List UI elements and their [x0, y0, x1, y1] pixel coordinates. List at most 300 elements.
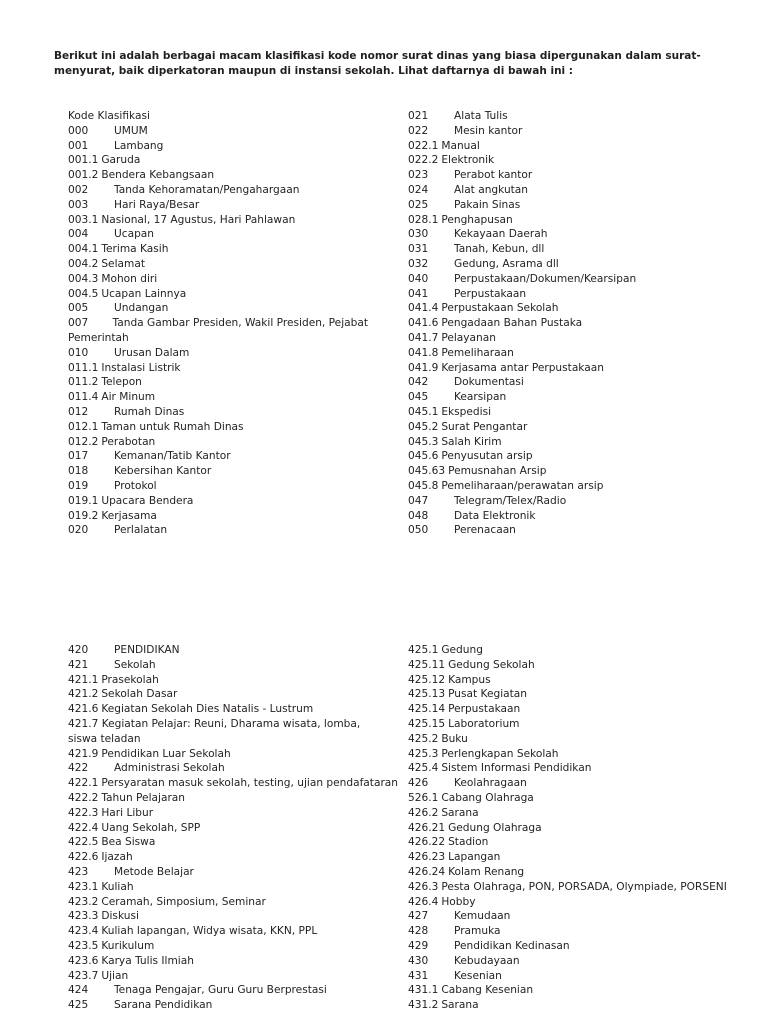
classification-code: 428: [408, 925, 429, 938]
classification-code: 423.2: [68, 895, 99, 908]
classification-code: 045.8: [408, 479, 439, 492]
classification-row: [408, 124, 728, 139]
classification-code: 422: [68, 762, 89, 775]
classification-label: Perabot kantor: [454, 169, 533, 182]
classification-code: 422.4: [68, 821, 99, 834]
classification-row: [408, 213, 728, 228]
classification-label: Urusan Dalam: [114, 346, 190, 359]
classification-label: Mesin kantor: [454, 124, 523, 137]
classification-row: [408, 509, 728, 524]
classification-code: 426: [408, 777, 429, 790]
classification-label: Prasekolah: [101, 673, 159, 686]
classification-label: Stadion: [448, 836, 489, 849]
classification-code: 045.6: [408, 450, 439, 463]
classification-code: 426.22: [408, 836, 446, 849]
classification-label: Elektronik: [441, 154, 495, 167]
classification-code: 011.4: [68, 391, 99, 404]
classification-code: 041.7: [408, 331, 439, 344]
classification-code: 421.2: [68, 688, 99, 701]
classification-row: [408, 954, 728, 969]
classification-label: Penyusutan arsip: [441, 450, 533, 463]
classification-column-2: [408, 109, 728, 538]
classification-row: [408, 969, 728, 984]
classification-code: 023: [408, 169, 429, 182]
classification-row: [408, 405, 728, 420]
classification-label: Laboratorium: [448, 717, 520, 730]
classification-label: Tenaga Pengajar, Guru Guru Berprestasi: [114, 984, 327, 997]
classification-row: [68, 198, 368, 213]
classification-row: [408, 242, 728, 257]
classification-label: Tanda Gambar Presiden, Wakil Presiden, Pejabat: [112, 317, 368, 330]
classification-code: 011.1: [68, 361, 99, 374]
classification-row: [68, 183, 368, 198]
classification-label: Data Elektronik: [454, 509, 536, 522]
classification-label: Penghapusan: [441, 213, 513, 226]
classification-code: 425.12: [408, 673, 446, 686]
classification-row: [68, 257, 368, 272]
classification-row: [408, 109, 728, 124]
classification-code: 004.1: [68, 243, 99, 256]
classification-code: 022.1: [408, 139, 439, 152]
classification-code: 431.2: [408, 999, 439, 1012]
classification-label: Upacara Bendera: [101, 494, 194, 507]
classification-label: Hari Libur: [101, 806, 154, 819]
classification-label: Sarana: [441, 806, 479, 819]
classification-row: [68, 983, 373, 998]
classification-row: [408, 717, 728, 732]
classification-label: Kemudaan: [454, 910, 511, 923]
classification-code: 004: [68, 228, 89, 241]
classification-label: Pakain Sinas: [454, 198, 521, 211]
classification-label: Alat angkutan: [454, 183, 529, 196]
classification-row: [408, 390, 728, 405]
classification-code: 011.2: [68, 376, 99, 389]
classification-code: 426.4: [408, 895, 439, 908]
classification-row: [408, 806, 728, 821]
classification-row: [408, 494, 728, 509]
classification-row: [408, 183, 728, 198]
classification-code: 423: [68, 865, 89, 878]
classification-label: Air Minum: [101, 391, 156, 404]
classification-row: [68, 702, 373, 717]
classification-row: [68, 806, 373, 821]
classification-code: 022: [408, 124, 429, 137]
classification-code: 422.2: [68, 791, 99, 804]
classification-code: 423.3: [68, 910, 99, 923]
classification-label: Sarana: [441, 999, 479, 1012]
classification-label: Cabang Kesenian: [441, 984, 534, 997]
classification-row: [408, 139, 728, 154]
classification-code: 431.1: [408, 984, 439, 997]
classification-label: Perpustakaan: [454, 287, 527, 300]
classification-label: Kegiatan Sekolah Dies Natalis - Lustrum: [101, 703, 314, 716]
classification-label: Garuda: [101, 154, 141, 167]
classification-label: Kemanan/Tatib Kantor: [114, 450, 231, 463]
classification-label: Perpustakaan/Dokumen/Kearsipan: [454, 272, 637, 285]
classification-label: Tanda Kehoramatan/Pengahargaan: [114, 183, 300, 196]
classification-label: PENDIDIKAN: [114, 644, 180, 656]
classification-row: [68, 375, 368, 390]
classification-label: Kebudayaan: [454, 954, 520, 967]
classification-label: Sekolah: [114, 658, 156, 671]
classification-code: 427: [408, 910, 429, 923]
classification-row: [408, 850, 728, 865]
classification-row: [68, 821, 373, 836]
classification-row: [408, 776, 728, 791]
classification-code: 426.2: [408, 806, 439, 819]
classification-row: [408, 939, 728, 954]
classification-row: [408, 361, 728, 376]
classification-row: [408, 761, 728, 776]
classification-label: Kuliah: [101, 880, 134, 893]
classification-code: 425.11: [408, 658, 446, 671]
classification-code: 001.2: [68, 169, 99, 182]
classification-code: 422.5: [68, 836, 99, 849]
classification-row: [68, 673, 373, 688]
classification-code: 423.7: [68, 969, 99, 982]
classification-row: [408, 375, 728, 390]
classification-row: [408, 272, 728, 287]
classification-label: Tahun Pelajaran: [101, 791, 186, 804]
classification-code: 423.4: [68, 925, 99, 938]
classification-row: [68, 687, 373, 702]
classification-row: [408, 287, 728, 302]
classification-label: Kolam Renang: [448, 865, 525, 878]
classification-code: 421.6: [68, 703, 99, 716]
classification-label: Pusat Kegiatan: [448, 688, 527, 701]
classification-code: 425.4: [408, 762, 439, 775]
classification-code: 025: [408, 198, 429, 211]
classification-row: [408, 673, 728, 688]
classification-label: Telegram/Telex/Radio: [454, 494, 567, 507]
classification-code: 047: [408, 494, 429, 507]
classification-row: [68, 761, 373, 776]
classification-code: 422.1: [68, 777, 99, 790]
classification-label: Kampus: [448, 673, 491, 686]
classification-label: Pemusnahan Arsip: [448, 465, 547, 478]
classification-label: Taman untuk Rumah Dinas: [101, 420, 244, 433]
classification-row: [68, 850, 373, 865]
classification-label: Manual: [441, 139, 480, 152]
classification-code: 028.1: [408, 213, 439, 226]
classification-label: Buku: [441, 732, 468, 745]
classification-label: Keolahragaan: [454, 777, 527, 790]
classification-label: Metode Belajar: [114, 865, 194, 878]
classification-row: [68, 316, 368, 331]
classification-label: Salah Kirim: [441, 435, 502, 448]
classification-code: 002: [68, 183, 89, 196]
classification-label: Pemeliharaan: [441, 346, 514, 359]
classification-row: [68, 168, 368, 183]
classification-code: 425.3: [408, 747, 439, 760]
classification-row: [408, 257, 728, 272]
classification-code: 045.3: [408, 435, 439, 448]
classification-row: [68, 494, 368, 509]
classification-label: Pemeliharaan/perawatan arsip: [441, 479, 604, 492]
classification-label: Rumah Dinas: [114, 405, 185, 418]
classification-code: 001.1: [68, 154, 99, 167]
classification-code: 003: [68, 198, 89, 211]
classification-row: [68, 954, 373, 969]
classification-label: Dokumentasi: [454, 376, 524, 389]
classification-code: 425.15: [408, 717, 446, 730]
classification-row: [68, 998, 373, 1013]
classification-column-4: [408, 643, 728, 1013]
classification-code: 045.1: [408, 405, 439, 418]
classification-row: [408, 895, 728, 910]
classification-label: Ucapan Lainnya: [101, 287, 187, 300]
classification-row: [68, 909, 373, 924]
classification-label: Hari Raya/Besar: [114, 198, 200, 211]
classification-label: Hobby: [441, 895, 476, 908]
classification-row: [408, 880, 728, 895]
classification-code: 421.1: [68, 673, 99, 686]
classification-label: Kegiatan Pelajar: Reuni, Dharama wisata, lomba, siswa teladan: [68, 717, 361, 745]
classification-label: Kebersihan Kantor: [114, 465, 212, 478]
classification-label: Ceramah, Simposium, Seminar: [101, 895, 266, 908]
classification-label: Ijazah: [101, 851, 133, 864]
classification-code: 018: [68, 465, 89, 478]
classification-row: [408, 702, 728, 717]
classification-code: 001: [68, 139, 89, 152]
classification-code: 041.9: [408, 361, 439, 374]
classification-code: 420: [68, 644, 89, 656]
classification-label: Pelayanan: [441, 331, 496, 344]
classification-label: Kesenian: [454, 969, 502, 982]
classification-label: Telepon: [101, 376, 142, 389]
classification-row: [68, 361, 368, 376]
classification-code: 004.5: [68, 287, 99, 300]
classification-code: 425: [68, 999, 89, 1012]
classification-row: [408, 791, 728, 806]
classification-column-1: [68, 109, 368, 538]
classification-row: [408, 998, 728, 1013]
classification-code: 424: [68, 984, 89, 997]
classification-code: 012: [68, 405, 89, 418]
classification-label: Kearsipan: [454, 391, 507, 404]
classification-row: [68, 301, 368, 316]
classification-code: 423.5: [68, 939, 99, 952]
classification-code: 426.23: [408, 851, 446, 864]
classification-code: 426.21: [408, 821, 446, 834]
classification-label: Bendera Kebangsaan: [101, 169, 215, 182]
classification-label: Instalasi Listrik: [101, 361, 181, 374]
classification-label: Kerjasama antar Perpustakaan: [441, 361, 604, 374]
classification-label: Ucapan: [114, 228, 155, 241]
classification-row: [408, 227, 728, 242]
classification-row: [408, 643, 728, 658]
classification-code: 032: [408, 257, 429, 270]
classification-label: Perabotan: [101, 435, 156, 448]
classification-code: 045: [408, 391, 429, 404]
classification-row: [68, 924, 373, 939]
classification-row: [408, 523, 728, 538]
classification-label: Diskusi: [101, 910, 139, 923]
classification-row: [408, 464, 728, 479]
classification-label: Sistem Informasi Pendidikan: [441, 762, 592, 775]
classification-row: [408, 435, 728, 450]
classification-label: Lapangan: [448, 851, 501, 864]
classification-code: 004.3: [68, 272, 99, 285]
classification-code: 425.1: [408, 644, 439, 656]
classification-code: 041: [408, 287, 429, 300]
classification-label: Bea Siswa: [101, 836, 156, 849]
classification-label: Tanah, Kebun, dll: [454, 243, 545, 256]
classification-label: Perpustakaan: [448, 703, 521, 716]
classification-row: [68, 405, 368, 420]
classification-row: [408, 865, 728, 880]
classification-row: [408, 198, 728, 213]
classification-label: Pramuka: [454, 925, 501, 938]
classification-code: 042: [408, 376, 429, 389]
classification-row: [408, 687, 728, 702]
classification-row: [408, 346, 728, 361]
classification-row: [68, 939, 373, 954]
classification-row: [408, 983, 728, 998]
classification-code: 019: [68, 479, 89, 492]
classification-row: [68, 449, 368, 464]
classification-code: 045.2: [408, 420, 439, 433]
classification-code: 031: [408, 243, 429, 256]
classification-code: 004.2: [68, 257, 99, 270]
classification-code: 423.1: [68, 880, 99, 893]
classification-row: [408, 924, 728, 939]
classification-code: 007: [68, 317, 89, 330]
classification-label: Uang Sekolah, SPP: [101, 821, 201, 834]
classification-column-3: [68, 643, 399, 1013]
classification-row: [408, 316, 728, 331]
classification-code: 021: [408, 110, 429, 122]
classification-code: 019.2: [68, 509, 99, 522]
classification-label: Pengadaan Bahan Pustaka: [441, 317, 583, 330]
classification-row: [408, 658, 728, 673]
classification-row: [68, 865, 373, 880]
classification-code: 421.9: [68, 747, 99, 760]
classification-label: Perenacaan: [454, 524, 516, 537]
classification-row: [68, 109, 368, 124]
classification-row: [68, 139, 368, 154]
classification-row: [68, 895, 373, 910]
classification-row: [408, 331, 728, 346]
classification-label: Kuliah lapangan, Widya wisata, KKN, PPL: [101, 925, 318, 938]
classification-code: 041.4: [408, 302, 439, 315]
classification-row: [68, 509, 368, 524]
classification-label: Terima Kasih: [101, 243, 169, 256]
classification-row: [408, 449, 728, 464]
classification-code: 041.8: [408, 346, 439, 359]
classification-code: 005: [68, 302, 89, 315]
classification-label: Selamat: [101, 257, 145, 270]
classification-label: Mohon diri: [101, 272, 158, 285]
classification-label: Gedung, Asrama dll: [454, 257, 559, 270]
classification-code: 022.2: [408, 154, 439, 167]
classification-label: Undangan: [114, 302, 169, 315]
classification-row: [68, 346, 368, 361]
classification-label: Gedung Olahraga: [448, 821, 542, 834]
classification-code: 010: [68, 346, 89, 359]
classification-code: 426.24: [408, 865, 446, 878]
classification-label: Cabang Olahraga: [441, 791, 534, 804]
classification-code: 050: [408, 524, 429, 537]
classification-label: Ekspedisi: [441, 405, 492, 418]
classification-label: Ujian: [101, 969, 129, 982]
classification-row: [408, 835, 728, 850]
classification-label: Alata Tulis: [454, 110, 508, 122]
classification-row: [408, 168, 728, 183]
classification-row: [68, 124, 368, 139]
classification-row: [68, 390, 368, 405]
classification-label: Administrasi Sekolah: [114, 762, 225, 775]
classification-row: [68, 287, 368, 302]
classification-row: [408, 732, 728, 747]
classification-code: 045.63: [408, 465, 446, 478]
classification-row: [68, 969, 373, 984]
classification-code: 425.2: [408, 732, 439, 745]
classification-label: Pendidikan Luar Sekolah: [101, 747, 231, 760]
classification-code: 423.6: [68, 954, 99, 967]
classification-label: Pendidikan Kedinasan: [454, 939, 570, 952]
classification-code: 430: [408, 954, 429, 967]
classification-code: 030: [408, 228, 429, 241]
classification-code: 429: [408, 939, 429, 952]
classification-row: [408, 909, 728, 924]
classification-label: Surat Pengantar: [441, 420, 528, 433]
classification-row: [68, 272, 368, 287]
classification-row: [68, 747, 373, 762]
classification-code: 526.1: [408, 791, 439, 804]
classification-row: [408, 747, 728, 762]
classification-label: Perpustakaan Sekolah: [441, 302, 559, 315]
classification-row: [408, 479, 728, 494]
classification-row: [68, 435, 368, 450]
classification-row: [68, 153, 368, 168]
classification-row: [68, 523, 368, 538]
classification-code: 425.13: [408, 688, 446, 701]
classification-label: Perlalatan: [114, 524, 168, 537]
classification-label: Kekayaan Daerah: [454, 228, 548, 241]
classification-code: 000: [68, 124, 89, 137]
classification-row: [68, 213, 368, 228]
classification-row: [68, 717, 373, 747]
classification-row: [408, 420, 728, 435]
classification-row: [68, 420, 368, 435]
classification-code: Kode Klasifikasi: [68, 110, 150, 122]
intro-paragraph: Berikut ini adalah berbagai macam klasifikasi kode nomor surat dinas yang biasa dipergunakan dalam surat-menyurat, baik diperkatoran maupun di instansi sekolah. Lihat daftarnya di bawah ini :: [54, 50, 701, 77]
classification-label: Lambang: [114, 139, 164, 152]
classification-code: 048: [408, 509, 429, 522]
classification-row: [68, 464, 368, 479]
classification-code: 012.2: [68, 435, 99, 448]
classification-row: [68, 776, 399, 791]
classification-row: [68, 227, 368, 242]
classification-code: 431: [408, 969, 429, 982]
classification-row: [68, 791, 373, 806]
classification-label: Kurikulum: [101, 939, 155, 952]
classification-code: 012.1: [68, 420, 99, 433]
classification-code: Pemerintah: [68, 331, 129, 344]
classification-code: 421.7: [68, 717, 99, 730]
classification-code: 422.3: [68, 806, 99, 819]
classification-code: 003.1: [68, 213, 99, 226]
classification-label: UMUM: [114, 124, 148, 137]
classification-label: Karya Tulis Ilmiah: [101, 954, 194, 967]
classification-label: Gedung Sekolah: [448, 658, 535, 671]
classification-code: 024: [408, 183, 429, 196]
classification-code: 422.6: [68, 851, 99, 864]
classification-label: Pesta Olahraga, PON, PORSADA, Olympiade, PORSENI: [441, 880, 727, 893]
classification-label: Protokol: [114, 479, 157, 492]
classification-code: 041.6: [408, 317, 439, 330]
